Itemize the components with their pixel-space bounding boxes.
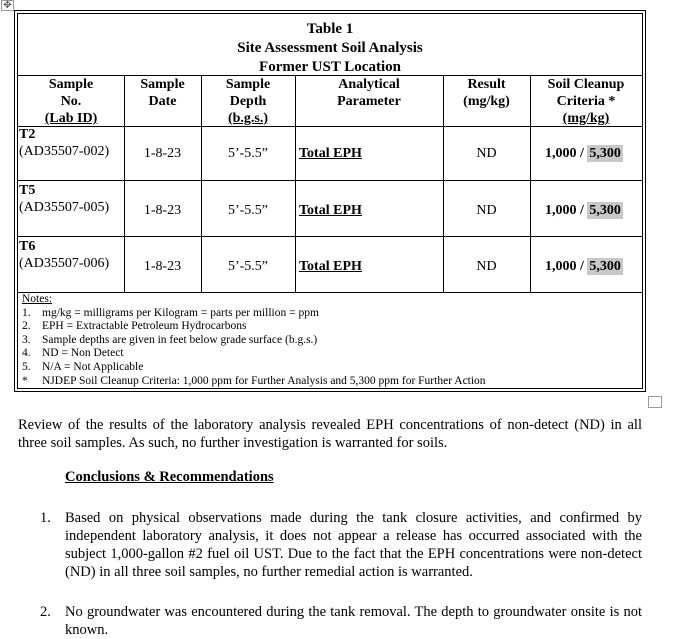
table-move-handle-icon[interactable]: ✥ <box>1 0 14 11</box>
criteria-further-action: 5,300 <box>589 146 621 161</box>
lab-id: (AD35507-005) <box>19 200 110 215</box>
note-text: mg/kg = milligrams per Kilogram = parts per million = ppm <box>42 306 319 319</box>
criteria-value <box>545 202 623 219</box>
sample-name: T5 <box>19 183 36 198</box>
header-line: Soil Cleanup <box>547 77 625 92</box>
header-line: Depth <box>229 94 267 109</box>
header-line: Sample <box>140 77 185 92</box>
list-item <box>40 509 642 581</box>
criteria-value <box>545 145 623 162</box>
result-value: ND <box>476 203 497 218</box>
note-number: 4. <box>22 347 31 360</box>
table-row-sample-id <box>19 126 109 160</box>
lab-id: (AD35507-006) <box>19 256 110 271</box>
header-line: No. <box>60 94 82 109</box>
row-separator <box>18 236 642 237</box>
criteria-further-analysis: 1,000 / <box>545 203 584 218</box>
note-text: EPH = Extractable Petroleum Hydrocarbons <box>42 320 247 333</box>
table-title-line: Site Assessment Soil Analysis <box>237 40 423 56</box>
note-text: NJDEP Soil Cleanup Criteria: 1,000 ppm for Further Analysis and 5,300 ppm for Further Action <box>42 374 486 387</box>
list-text: Based on physical observations made during the tank closure activities, and confirmed by independent laboratory analysis, it does not appear a release has occurred associated with the subject 1,000-gallon #2 fuel oil UST. Due to the fact that the EPH concentrations were non-detect (ND) in all three soil samples, no further remedial action is warranted. <box>65 510 642 580</box>
analytical-parameter: Total EPH <box>299 146 362 161</box>
header-criteria <box>530 76 642 127</box>
table-title-line: Table 1 <box>306 21 354 37</box>
note-text: N/A = Not Applicable <box>42 360 144 373</box>
note-number: 3. <box>22 333 31 346</box>
sample-depth: 5’-5.5” <box>227 203 269 218</box>
note-number: 5. <box>22 360 31 373</box>
lab-id: (AD35507-002) <box>19 144 110 159</box>
sample-date: 1-8-23 <box>143 146 182 161</box>
header-line: (b.g.s.) <box>227 111 269 126</box>
header-line: Date <box>148 94 177 109</box>
sample-date: 1-8-23 <box>143 203 182 218</box>
analytical-parameter: Total EPH <box>299 203 362 218</box>
list-number: 2. <box>40 604 51 620</box>
sample-name: T2 <box>19 127 36 142</box>
header-line: Criteria * <box>556 94 616 109</box>
review-paragraph: Review of the results of the laboratory analysis revealed EPH concentrations of non-detect (ND) in all three soil samples. As such, no further investigation is warranted for soils. <box>18 417 642 451</box>
section-heading: Conclusions & Recommendations <box>65 469 274 485</box>
note-number: 2. <box>22 320 31 333</box>
header-line: (mg/kg) <box>562 111 610 126</box>
header-line: Analytical <box>338 77 400 92</box>
note-text: ND = Non Detect <box>42 347 124 360</box>
header-sample-no <box>18 76 124 127</box>
header-line: Sample <box>48 77 94 92</box>
header-line: Sample <box>225 77 271 92</box>
note-item <box>22 307 486 321</box>
header-sample-date <box>124 76 201 110</box>
result-value: ND <box>476 259 497 274</box>
list-number: 1. <box>40 510 51 526</box>
criteria-further-action: 5,300 <box>589 203 621 218</box>
table-title-line: Former UST Location <box>259 59 401 75</box>
list-text: No groundwater was encountered during the tank removal. The depth to groundwater onsite is not known. <box>65 604 642 638</box>
header-line: Parameter <box>337 94 401 109</box>
criteria-further-analysis: 1,000 / <box>545 146 584 161</box>
header-result <box>443 76 530 110</box>
criteria-value <box>545 258 623 275</box>
table-row-sample-id <box>19 238 109 272</box>
soil-analysis-table <box>14 10 646 392</box>
notes-block <box>22 293 486 388</box>
table-inner-border <box>17 13 643 389</box>
sample-date: 1-8-23 <box>143 259 182 274</box>
criteria-further-analysis: 1,000 / <box>545 259 584 274</box>
notes-cell <box>18 293 642 388</box>
criteria-further-action: 5,300 <box>589 259 621 274</box>
header-line: (mg/kg) <box>463 94 510 109</box>
table-row-sample-id <box>19 182 109 216</box>
result-value: ND <box>476 146 497 161</box>
analytical-parameter: Total EPH <box>299 259 362 274</box>
note-item <box>22 334 486 348</box>
header-line: Result <box>467 77 506 92</box>
sample-depth: 5’-5.5” <box>227 259 269 274</box>
header-line: (Lab ID) <box>44 111 98 126</box>
note-item <box>22 375 486 389</box>
header-analytical-parameter <box>295 76 443 110</box>
list-item <box>40 603 642 639</box>
note-item <box>22 347 486 361</box>
sample-depth: 5’-5.5” <box>227 146 269 161</box>
note-item <box>22 361 486 375</box>
notes-heading: Notes: <box>22 293 53 305</box>
note-number: * <box>22 374 28 387</box>
table-resize-handle-icon[interactable] <box>648 396 662 408</box>
row-separator <box>18 180 642 181</box>
note-item <box>22 320 486 334</box>
sample-name: T6 <box>19 239 36 254</box>
note-text: Sample depths are given in feet below grade surface (b.g.s.) <box>42 333 318 346</box>
note-number: 1. <box>22 306 31 319</box>
header-sample-depth <box>201 76 295 127</box>
table-title <box>18 20 642 77</box>
